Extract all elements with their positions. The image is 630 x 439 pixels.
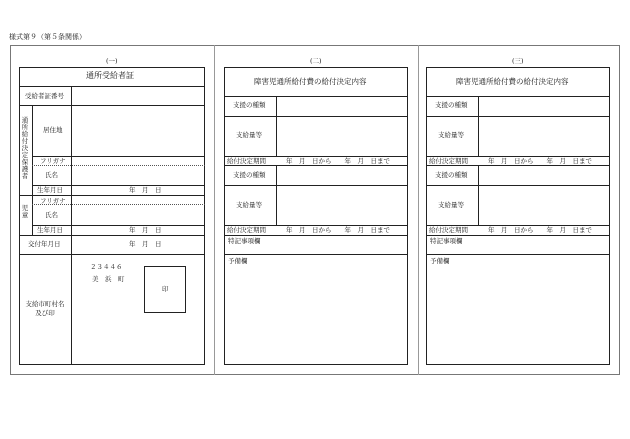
reserve-label-2: 予備欄 (228, 257, 248, 265)
service-type-label-2a: 支援の種類 (233, 101, 266, 109)
notes-label-3: 特記事項欄 (430, 237, 463, 245)
furigana-label: フリガナ (40, 157, 66, 165)
child-vertical-label: 児 童 (21, 204, 29, 220)
issue-date-label: 交付年月日 (28, 240, 61, 248)
notes-label-2: 特記事項欄 (228, 237, 261, 245)
postal-code: ２３４４６ (90, 263, 123, 271)
supply-amount-label-2a: 支給量等 (236, 131, 262, 139)
service-type-label-3a: 支援の種類 (435, 101, 468, 109)
guardian-name-label: 氏名 (45, 171, 58, 179)
period-label-3b: 給付決定期間 (429, 226, 468, 234)
certificate-title: 通所受給者証 (86, 71, 134, 80)
panel-divider (418, 45, 419, 375)
guardian-vertical-label: 通 所 給 付 決 定 保 護 者 (21, 116, 29, 181)
guardian-birth-value: 年 月 日 (129, 186, 162, 194)
period-value-3a: 年 月 日から 年 月 日まで (488, 157, 592, 165)
child-name-label: 氏名 (45, 211, 58, 219)
section-label-3: (三) (512, 57, 524, 65)
decision-title-2: 障害児通所給付費の給付決定内容 (254, 77, 367, 86)
section-label-1: (一) (106, 57, 118, 65)
period-value-3b: 年 月 日から 年 月 日まで (488, 226, 592, 234)
period-label-2b: 給付決定期間 (227, 226, 266, 234)
panel-divider (214, 45, 215, 375)
supply-amount-label-3b: 支給量等 (438, 201, 464, 209)
child-furigana-label: フリガナ (40, 197, 66, 205)
child-birth-label: 生年月日 (37, 226, 63, 234)
decision-title-3: 障害児通所給付費の給付決定内容 (456, 77, 569, 86)
town-name: 美 浜 町 (92, 275, 125, 283)
reserve-label-3: 予備欄 (430, 257, 450, 265)
decision-table-2 (224, 67, 408, 365)
supply-amount-label-3a: 支給量等 (438, 131, 464, 139)
supply-amount-label-2b: 支給量等 (236, 201, 262, 209)
section-label-2: (二) (310, 57, 322, 65)
municipality-label: 支給市町村名及び印 (25, 300, 65, 318)
guardian-birth-label: 生年月日 (37, 186, 63, 194)
period-value-2b: 年 月 日から 年 月 日まで (286, 226, 390, 234)
period-label-3a: 給付決定期間 (429, 157, 468, 165)
seal-label: 印 (162, 285, 169, 293)
service-type-label-3b: 支援の種類 (435, 171, 468, 179)
address-label: 居住地 (43, 126, 63, 134)
child-birth-value: 年 月 日 (129, 226, 162, 234)
decision-table-3 (426, 67, 610, 365)
period-value-2a: 年 月 日から 年 月 日まで (286, 157, 390, 165)
recipient-number-label: 受給者証番号 (25, 92, 64, 100)
service-type-label-2b: 支援の種類 (233, 171, 266, 179)
issue-date-value: 年 月 日 (129, 240, 162, 248)
period-label-2a: 給付決定期間 (227, 157, 266, 165)
form-number: 様式第９（第５条関係） (9, 33, 86, 41)
